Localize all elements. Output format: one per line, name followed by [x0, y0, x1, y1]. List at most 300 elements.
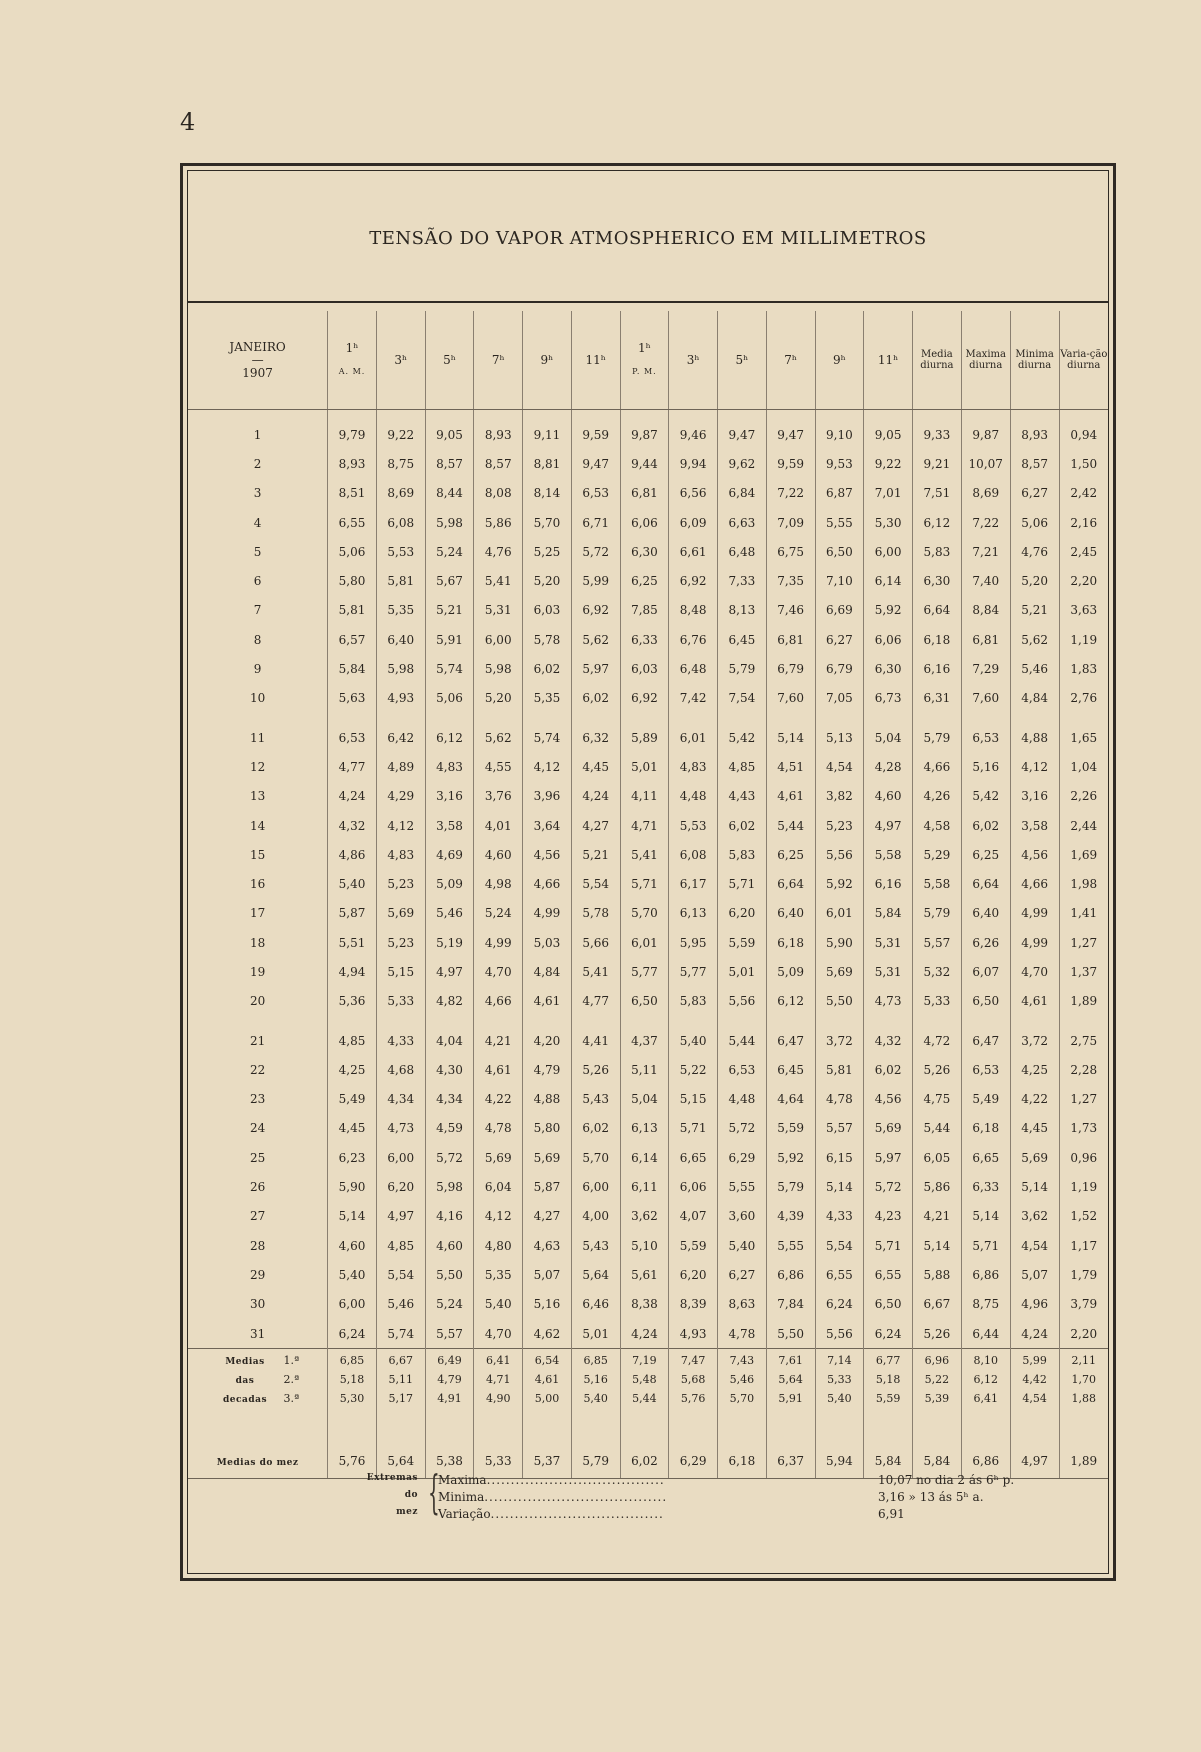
day-cell: 22	[249, 1062, 266, 1077]
day-cell: 5	[253, 544, 262, 559]
day-cell: 19	[249, 964, 266, 979]
table-cell: 4,04	[425, 1026, 474, 1055]
table-cell: 2,76	[1059, 684, 1108, 713]
table-cell: 5,64	[571, 1260, 620, 1289]
table-cell: 6,16	[864, 869, 913, 898]
table-row	[188, 684, 1108, 713]
table-row	[188, 449, 1108, 478]
table-cell: 5,26	[912, 1055, 961, 1084]
table-row	[188, 1290, 1108, 1319]
table-cell: 4,24	[1010, 1319, 1059, 1349]
day-cell: 3	[253, 486, 262, 501]
table-cell: 6,27	[1010, 479, 1059, 508]
table-cell: 4,20	[523, 1026, 572, 1055]
table-cell: 5,56	[718, 987, 767, 1016]
table-cell: 4,66	[912, 752, 961, 781]
spacer-cell	[912, 1016, 961, 1026]
table-cell: 4,61	[523, 987, 572, 1016]
table-cell: 5,84	[328, 654, 377, 683]
table-cell: 6,65	[961, 1143, 1010, 1172]
table-cell: 5,57	[912, 928, 961, 957]
table-cell: 3,72	[1010, 1026, 1059, 1055]
table-cell: 7,22	[766, 479, 815, 508]
table-cell: 4,60	[864, 782, 913, 811]
table-cell: 5,56	[815, 840, 864, 869]
table-cell: 5,04	[864, 723, 913, 752]
table-cell: 5,59	[669, 1231, 718, 1260]
table-row	[188, 1114, 1108, 1143]
spacer-cell	[188, 410, 328, 421]
table-cell: 5,89	[620, 723, 669, 752]
table-cell: 5,81	[376, 566, 425, 595]
table-cell: 5,54	[571, 869, 620, 898]
table-cell: 4,24	[571, 782, 620, 811]
spacer-cell	[718, 1016, 767, 1026]
table-cell: 4,29	[376, 782, 425, 811]
table-cell: 7,09	[766, 508, 815, 537]
table-cell: 6,73	[864, 684, 913, 713]
table-cell: 9,05	[425, 420, 474, 449]
decade-label: das	[235, 1376, 255, 1387]
table-cell: 5,19	[425, 928, 474, 957]
table-cell: 4,48	[718, 1085, 767, 1114]
table-cell: 3,16	[425, 782, 474, 811]
table-cell: 5,23	[815, 811, 864, 840]
table-cell: 8,93	[328, 449, 377, 478]
decade-number: 3.ª	[283, 1392, 300, 1406]
table-cell: 7,14	[815, 1351, 864, 1370]
table-cell: 6,13	[620, 1114, 669, 1143]
table-cell: 7,01	[864, 479, 913, 508]
table-cell: 5,80	[328, 566, 377, 595]
table-cell: 6,53	[961, 1055, 1010, 1084]
table-cell: 6,37	[766, 1408, 815, 1472]
spacer-cell	[425, 713, 474, 723]
table-cell: 9,59	[766, 449, 815, 478]
table-cell: 6,09	[669, 508, 718, 537]
decade-label-cell	[188, 1370, 328, 1389]
table-cell: 6,24	[864, 1319, 913, 1349]
month-mean-row	[188, 1408, 1108, 1472]
dot-leader: ....................................	[490, 1507, 664, 1521]
table-row	[188, 1202, 1108, 1231]
table-cell: 4,33	[376, 1026, 425, 1055]
table-cell: 7,47	[669, 1351, 718, 1370]
table-cell: 4,70	[474, 957, 523, 986]
table-cell: 5,20	[474, 684, 523, 713]
table-cell: 9,47	[571, 449, 620, 478]
table-cell: 4,78	[815, 1085, 864, 1114]
spacer-cell	[718, 410, 767, 421]
table-cell: 6,30	[620, 537, 669, 566]
table-cell: 5,21	[571, 840, 620, 869]
table-cell: 6,42	[376, 723, 425, 752]
table-cell: 3,96	[523, 782, 572, 811]
table-cell: 5,44	[766, 811, 815, 840]
table-cell: 4,12	[376, 811, 425, 840]
table-cell: 8,75	[376, 449, 425, 478]
table-cell: 4,45	[571, 752, 620, 781]
table-cell: 1,98	[1059, 869, 1108, 898]
table-cell: 4,27	[571, 811, 620, 840]
variacao-label: Variação	[438, 1507, 491, 1521]
table-row	[188, 1260, 1108, 1289]
table-cell: 0,96	[1059, 1143, 1108, 1172]
spacer-cell	[474, 1016, 523, 1026]
spacer-cell	[1059, 410, 1108, 421]
table-cell: 5,13	[815, 723, 864, 752]
table-cell: 1,17	[1059, 1231, 1108, 1260]
table-cell: 4,99	[1010, 928, 1059, 957]
table-cell: 5,03	[523, 928, 572, 957]
table-cell: 6,06	[620, 508, 669, 537]
table-cell: 4,80	[474, 1231, 523, 1260]
pm-label: P. M.	[632, 367, 657, 376]
bottom-rule-cell	[188, 1472, 328, 1479]
brace-glyph: {	[428, 1465, 440, 1519]
table-cell: 4,25	[1010, 1055, 1059, 1084]
table-cell: 6,03	[523, 596, 572, 625]
table-cell: 1,89	[1059, 1408, 1108, 1472]
table-cell: 7,46	[766, 596, 815, 625]
spacer-cell	[571, 713, 620, 723]
table-cell: 5,31	[474, 596, 523, 625]
table-cell: 4,62	[523, 1319, 572, 1349]
table-cell: 6,02	[571, 684, 620, 713]
table-cell: 4,96	[1010, 1290, 1059, 1319]
minima-line	[438, 1490, 868, 1504]
table-cell: 5,46	[718, 1370, 767, 1389]
table-cell: 5,53	[376, 537, 425, 566]
table-cell: 6,84	[718, 479, 767, 508]
table-cell: 4,34	[376, 1085, 425, 1114]
decade-number: 1.ª	[283, 1354, 300, 1368]
table-row	[188, 1055, 1108, 1084]
spacer-cell	[376, 410, 425, 421]
table-cell: 5,30	[864, 508, 913, 537]
table-cell: 6,53	[961, 723, 1010, 752]
table-cell: 4,54	[1010, 1231, 1059, 1260]
day-cell: 17	[249, 906, 266, 921]
table-cell: 4,89	[376, 752, 425, 781]
table-cell: 4,45	[328, 1114, 377, 1143]
day-cell: 6	[253, 574, 262, 589]
table-cell: 6,69	[815, 596, 864, 625]
table-cell: 6,79	[815, 654, 864, 683]
table-cell: 5,72	[718, 1114, 767, 1143]
table-cell: 6,63	[718, 508, 767, 537]
table-cell: 4,24	[620, 1319, 669, 1349]
table-cell: 6,12	[961, 1370, 1010, 1389]
day-cell: 10	[249, 691, 266, 706]
table-cell: 4,41	[571, 1026, 620, 1055]
month-dash: —	[251, 352, 264, 367]
table-cell: 6,08	[669, 840, 718, 869]
hour-header: 3ʰ	[376, 311, 425, 410]
table-cell: 6,92	[669, 566, 718, 595]
table-row	[188, 537, 1108, 566]
table-cell: 5,72	[425, 1143, 474, 1172]
table-cell: 7,42	[669, 684, 718, 713]
decade-row	[188, 1351, 1108, 1370]
table-cell: 4,99	[474, 928, 523, 957]
table-cell: 5,15	[376, 957, 425, 986]
table-cell: 5,92	[815, 869, 864, 898]
table-cell: 6,50	[815, 537, 864, 566]
table-cell: 5,77	[669, 957, 718, 986]
table-cell: 5,40	[328, 869, 377, 898]
table-cell: 5,63	[328, 684, 377, 713]
table-cell: 4,75	[912, 1085, 961, 1114]
table-cell: 9,94	[669, 449, 718, 478]
table-cell: 5,16	[571, 1370, 620, 1389]
table-cell: 5,07	[523, 1260, 572, 1289]
table-cell: 4,84	[1010, 684, 1059, 713]
table-cell: 5,33	[912, 987, 961, 1016]
table-cell: 5,46	[1010, 654, 1059, 683]
table-cell: 6,81	[766, 625, 815, 654]
table-cell: 7,19	[620, 1351, 669, 1370]
decade-label-cell	[188, 1351, 328, 1370]
table-cell: 4,48	[669, 782, 718, 811]
table-cell: 5,39	[912, 1389, 961, 1408]
table-row	[188, 1026, 1108, 1055]
table-cell: 5,97	[571, 654, 620, 683]
table-cell: 5,24	[425, 537, 474, 566]
table-cell: 4,56	[864, 1085, 913, 1114]
table-cell: 5,01	[718, 957, 767, 986]
table-row	[188, 596, 1108, 625]
table-cell: 9,59	[571, 420, 620, 449]
table-cell: 5,04	[620, 1085, 669, 1114]
table-cell: 6,02	[718, 811, 767, 840]
table-cell: 6,31	[912, 684, 961, 713]
table-cell: 4,63	[523, 1231, 572, 1260]
table-cell: 5,46	[376, 1290, 425, 1319]
day-cell: 16	[249, 877, 266, 892]
table-cell: 6,02	[961, 811, 1010, 840]
table-cell: 6,20	[718, 899, 767, 928]
day-cell: 20	[249, 994, 266, 1009]
table-cell: 7,60	[961, 684, 1010, 713]
table-cell: 7,54	[718, 684, 767, 713]
table-cell: 6,16	[912, 654, 961, 683]
table-cell: 4,66	[523, 869, 572, 898]
table-cell: 1,19	[1059, 625, 1108, 654]
table-cell: 4,93	[376, 684, 425, 713]
table-cell: 5,97	[864, 1143, 913, 1172]
am-label: A. M.	[338, 367, 366, 376]
minima-label: Minima	[438, 1490, 485, 1504]
spacer-cell	[961, 1016, 1010, 1026]
table-cell: 4,60	[474, 840, 523, 869]
table-cell: 6,55	[328, 508, 377, 537]
header-row	[188, 311, 1108, 410]
spacer-cell	[961, 713, 1010, 723]
table-cell: 8,63	[718, 1290, 767, 1319]
table-cell: 6,65	[669, 1143, 718, 1172]
table-cell: 5,98	[376, 654, 425, 683]
table-cell: 6,33	[620, 625, 669, 654]
table-cell: 5,36	[328, 987, 377, 1016]
table-cell: 4,16	[425, 1202, 474, 1231]
table-cell: 5,58	[912, 869, 961, 898]
month-mean-text: Medias do mez	[216, 1458, 299, 1469]
table-cell: 5,01	[571, 1319, 620, 1349]
table-cell: 7,33	[718, 566, 767, 595]
table-row	[188, 782, 1108, 811]
table-cell: 6,33	[961, 1172, 1010, 1201]
day-cell: 8	[253, 632, 262, 647]
table-cell: 5,06	[1010, 508, 1059, 537]
table-cell: 6,40	[376, 625, 425, 654]
table-cell: 8,14	[523, 479, 572, 508]
table-cell: 1,70	[1059, 1370, 1108, 1389]
table-cell: 6,00	[474, 625, 523, 654]
table-cell: 6,18	[912, 625, 961, 654]
table-cell: 4,97	[376, 1202, 425, 1231]
table-cell: 5,91	[425, 625, 474, 654]
table-cell: 6,87	[815, 479, 864, 508]
table-cell: 5,31	[864, 957, 913, 986]
table-cell: 6,29	[718, 1143, 767, 1172]
table-cell: 3,63	[1059, 596, 1108, 625]
dot-leader: .....................................	[486, 1473, 665, 1487]
table-row	[188, 723, 1108, 752]
table-cell: 6,26	[961, 928, 1010, 957]
table-cell: 5,07	[1010, 1260, 1059, 1289]
table-cell: 5,40	[571, 1389, 620, 1408]
table-cell: 6,45	[718, 625, 767, 654]
table-cell: 9,22	[864, 449, 913, 478]
hour-header: 5ʰ	[718, 311, 767, 410]
table-cell: 9,46	[669, 420, 718, 449]
minima-header: Minima diurna	[1010, 311, 1059, 410]
table-cell: 8,08	[474, 479, 523, 508]
table-cell: 4,61	[523, 1370, 572, 1389]
table-cell: 6,79	[766, 654, 815, 683]
table-cell: 4,97	[1010, 1408, 1059, 1472]
table-frame	[180, 163, 1116, 1581]
table-cell: 3,58	[425, 811, 474, 840]
table-row	[188, 1319, 1108, 1349]
table-cell: 4,90	[474, 1389, 523, 1408]
table-cell: 5,55	[815, 508, 864, 537]
table-cell: 9,62	[718, 449, 767, 478]
table-cell: 4,71	[474, 1370, 523, 1389]
table-cell: 5,94	[815, 1408, 864, 1472]
table-cell: 4,55	[474, 752, 523, 781]
table-cell: 6,13	[669, 899, 718, 928]
table-cell: 9,79	[328, 420, 377, 449]
table-cell: 4,54	[815, 752, 864, 781]
table-cell: 5,18	[864, 1370, 913, 1389]
table-cell: 5,69	[1010, 1143, 1059, 1172]
table-cell: 5,86	[474, 508, 523, 537]
table-cell: 5,24	[425, 1290, 474, 1319]
table-cell: 8,57	[474, 449, 523, 478]
decade-number: 2.ª	[283, 1373, 300, 1387]
table-cell: 6,32	[571, 723, 620, 752]
table-cell: 5,42	[718, 723, 767, 752]
table-cell: 5,18	[328, 1370, 377, 1389]
table-row	[188, 752, 1108, 781]
table-cell: 2,75	[1059, 1026, 1108, 1055]
table-cell: 5,41	[620, 840, 669, 869]
table-cell: 3,16	[1010, 782, 1059, 811]
table-cell: 4,11	[620, 782, 669, 811]
day-cell: 23	[249, 1092, 266, 1107]
table-cell: 4,28	[864, 752, 913, 781]
table-cell: 9,11	[523, 420, 572, 449]
table-cell: 5,79	[718, 654, 767, 683]
table-cell: 6,30	[912, 566, 961, 595]
table-cell: 6,41	[961, 1389, 1010, 1408]
table-cell: 6,85	[571, 1351, 620, 1370]
day-cell: 27	[249, 1209, 266, 1224]
table-cell: 7,51	[912, 479, 961, 508]
table-cell: 5,15	[669, 1085, 718, 1114]
table-cell: 5,61	[620, 1260, 669, 1289]
table-cell: 6,50	[864, 1290, 913, 1319]
table-cell: 1,83	[1059, 654, 1108, 683]
table-row	[188, 840, 1108, 869]
spacer-cell	[328, 410, 377, 421]
table-row	[188, 479, 1108, 508]
table-cell: 6,14	[864, 566, 913, 595]
table-cell: 3,82	[815, 782, 864, 811]
table-cell: 5,25	[523, 537, 572, 566]
table-cell: 8,84	[961, 596, 1010, 625]
table-cell: 4,70	[474, 1319, 523, 1349]
table-cell: 6,01	[669, 723, 718, 752]
table-cell: 5,91	[766, 1389, 815, 1408]
spacer-cell	[523, 1016, 572, 1026]
table-cell: 4,56	[523, 840, 572, 869]
decade-label: Medias	[225, 1357, 265, 1368]
table-cell: 5,29	[912, 840, 961, 869]
hour-header: 9ʰ	[815, 311, 864, 410]
table-cell: 6,50	[620, 987, 669, 1016]
table-cell: 2,20	[1059, 566, 1108, 595]
table-cell: 4,76	[474, 537, 523, 566]
table-cell: 5,10	[620, 1231, 669, 1260]
table-cell: 7,05	[815, 684, 864, 713]
table-cell: 5,72	[864, 1172, 913, 1201]
table-cell: 4,85	[718, 752, 767, 781]
table-cell: 5,54	[815, 1231, 864, 1260]
table-cell: 5,72	[571, 537, 620, 566]
table-cell: 5,23	[376, 869, 425, 898]
table-cell: 5,50	[425, 1260, 474, 1289]
year-label: 1907	[242, 365, 273, 380]
table-cell: 8,10	[961, 1351, 1010, 1370]
table-cell: 1,41	[1059, 899, 1108, 928]
table-cell: 6,67	[376, 1351, 425, 1370]
table-cell: 5,20	[523, 566, 572, 595]
table-cell: 5,62	[571, 625, 620, 654]
spacer-cell	[620, 1016, 669, 1026]
spacer-cell	[571, 1016, 620, 1026]
table-cell: 6,75	[766, 537, 815, 566]
day-cell: 21	[249, 1033, 266, 1048]
table-row	[188, 566, 1108, 595]
spacer-cell	[188, 1016, 328, 1026]
table-cell: 5,67	[425, 566, 474, 595]
table-cell: 5,84	[864, 1408, 913, 1472]
table-cell: 7,43	[718, 1351, 767, 1370]
table-row	[188, 928, 1108, 957]
